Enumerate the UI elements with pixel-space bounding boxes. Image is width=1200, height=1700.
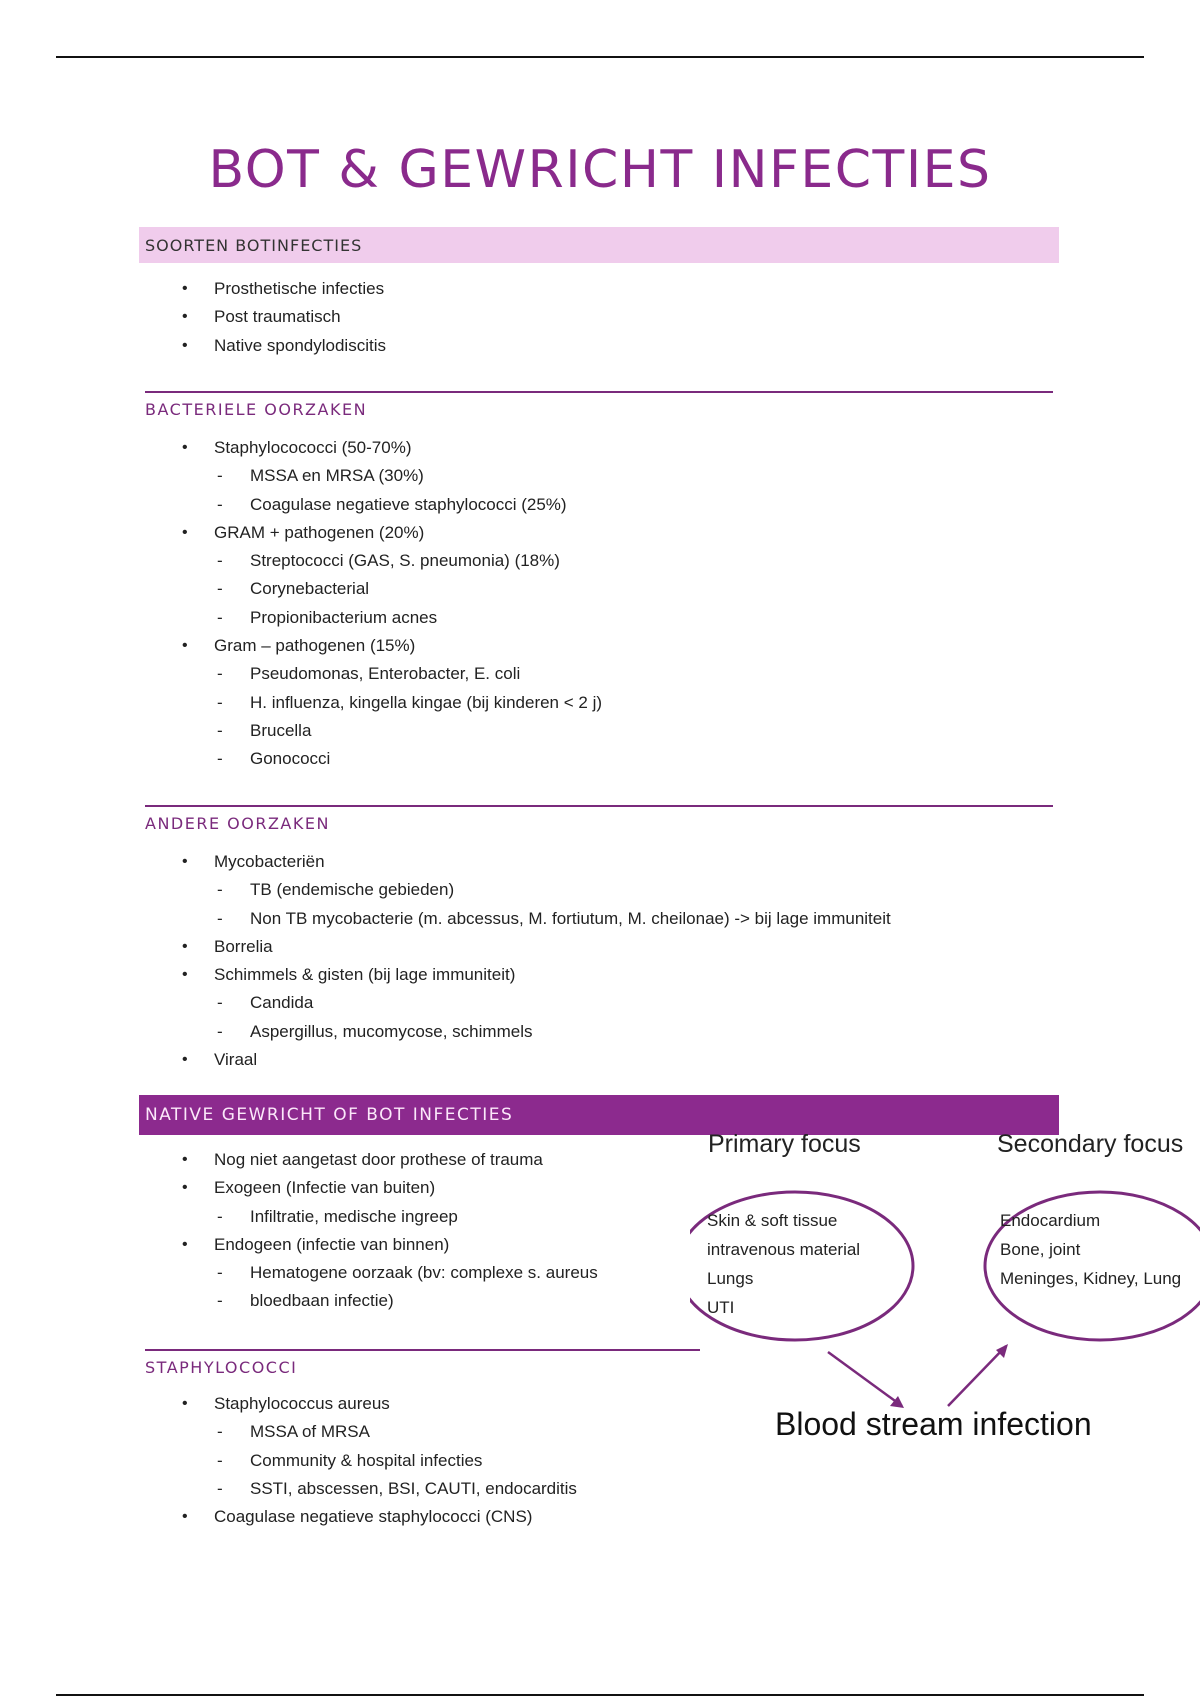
list-subitem: - Community & hospital infecties [142, 1447, 577, 1475]
list-subitem-text: bloedbaan infectie) [250, 1291, 394, 1311]
list-subitem: - MSSA of MRSA [142, 1418, 577, 1446]
page-top-rule [56, 56, 1144, 58]
list-subitem: - Aspergillus, mucomycose, schimmels [142, 1018, 891, 1046]
arrow-bsi-to-secondary [948, 1346, 1006, 1406]
list-subitem-continuation [142, 1287, 702, 1315]
primary-item: Lungs [707, 1269, 754, 1288]
list-item: • Viraal [142, 1046, 891, 1074]
secondary-item: Endocardium [1000, 1211, 1101, 1230]
arrow-primary-to-bsi [828, 1352, 902, 1406]
list-subitem: - Corynebacterial [142, 575, 602, 603]
page-title: BOT & GEWRICHT INFECTIES [208, 140, 992, 200]
list-subitem: - Non TB mycobacterie (m. abcessus, M. fortiutum, M. cheilonae) -> bij lage immuniteit [142, 905, 891, 933]
section-heading-andere: ANDERE OORZAKEN [145, 814, 330, 833]
list-subitem: - SSTI, abscessen, BSI, CAUTI, endocarditis [142, 1475, 577, 1503]
list-subitem: - Propionibacterium acnes [142, 604, 602, 632]
list-andere [142, 848, 891, 1074]
list-subitem: - Brucella [142, 717, 602, 745]
primary-item: intravenous material [707, 1240, 861, 1259]
page-bottom-rule [56, 1694, 1144, 1696]
list-item: • Endogeen (infectie van binnen) [142, 1231, 702, 1259]
list-item: • Prosthetische infecties [142, 275, 386, 303]
list-subitem: - Coagulase negatieve staphylococci (25%) [142, 491, 602, 519]
section-heading-staphylococci: STAPHYLOCOCCI [145, 1358, 298, 1377]
list-item: • Nog niet aangetast door prothese of trauma [142, 1146, 702, 1174]
list-staphylococci [142, 1390, 577, 1531]
secondary-item: Bone, joint [1000, 1240, 1081, 1259]
list-subitem: - Pseudomonas, Enterobacter, E. coli [142, 660, 602, 688]
list-item: • Native spondylodiscitis [142, 332, 386, 360]
section-heading-soorten: SOORTEN BOTINFECTIES [139, 227, 1059, 263]
list-item: • Gram – pathogenen (15%) [142, 632, 602, 660]
list-item: • Staphylococcus aureus [142, 1390, 577, 1418]
section-heading-native: NATIVE GEWRICHT OF BOT INFECTIES [139, 1095, 1059, 1135]
primary-focus-label: Primary focus [708, 1130, 861, 1158]
list-subitem: - Gonococci [142, 745, 602, 773]
primary-item: UTI [707, 1298, 735, 1317]
list-item: • Schimmels & gisten (bij lage immuniteit) [142, 961, 891, 989]
list-subitem: - Hematogene oorzaak (bv: complexe s. aureus [142, 1259, 702, 1287]
list-subitem: - H. influenza, kingella kingae (bij kinderen < 2 j) [142, 689, 602, 717]
list-item: • GRAM + pathogenen (20%) [142, 519, 602, 547]
list-native [142, 1146, 702, 1316]
list-item: • Exogeen (Infectie van buiten) [142, 1174, 702, 1202]
list-bacteriele [142, 434, 602, 774]
bloodstream-infection-label: Blood stream infection [775, 1406, 1092, 1442]
list-subitem: - MSSA en MRSA (30%) [142, 462, 602, 490]
list-item: • Staphylocococci (50-70%) [142, 434, 602, 462]
secondary-focus-label: Secondary focus [997, 1130, 1184, 1158]
secondary-item: Meninges, Kidney, Lung [1000, 1269, 1182, 1288]
list-subitem: - Candida [142, 989, 891, 1017]
list-item: • Post traumatisch [142, 303, 386, 331]
secondary-focus-items [1000, 1206, 1181, 1293]
list-item: • Borrelia [142, 933, 891, 961]
list-item: • Mycobacteriën [142, 848, 891, 876]
section-rule [145, 391, 1053, 393]
list-subitem: - Infiltratie, medische ingreep [142, 1203, 702, 1231]
list-subitem: - TB (endemische gebieden) [142, 876, 891, 904]
primary-item: Skin & soft tissue [707, 1211, 838, 1230]
section-rule [145, 1349, 700, 1351]
section-rule [145, 805, 1053, 807]
list-subitem: - Streptococci (GAS, S. pneumonia) (18%) [142, 547, 602, 575]
primary-focus-items [707, 1206, 860, 1322]
list-item: • Coagulase negatieve staphylococci (CNS) [142, 1503, 577, 1531]
list-soorten [142, 275, 386, 360]
bloodstream-diagram [690, 1130, 1200, 1458]
section-heading-bacteriele: BACTERIELE OORZAKEN [145, 400, 368, 419]
